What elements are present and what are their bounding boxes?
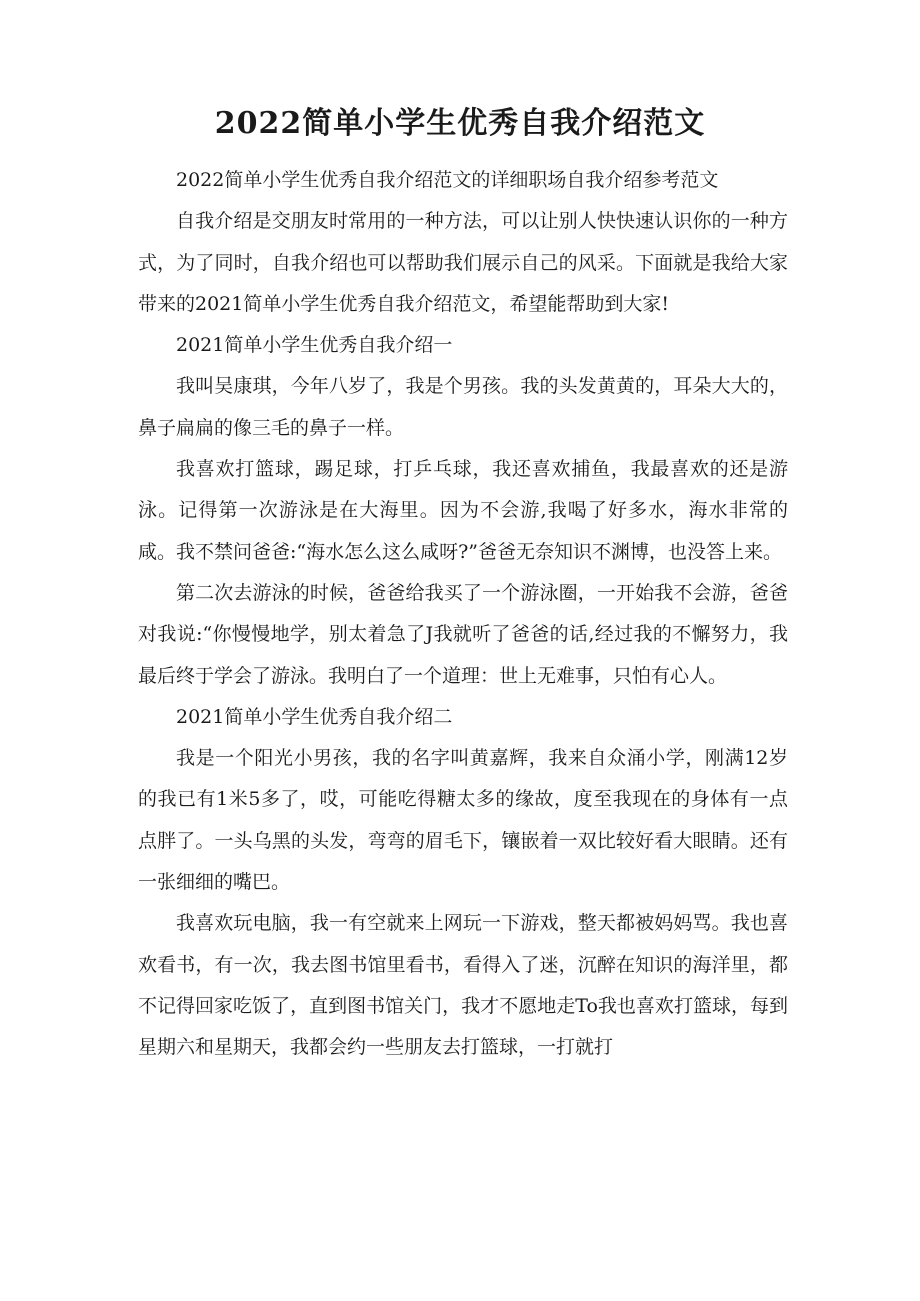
document-title: 2022简单小学生优秀自我介绍范文 xyxy=(214,106,706,141)
paragraph-intro: 自我介绍是交朋友时常用的一种方法，可以让别人快快速认识你的一种方式，为了同时，自我介绍也可以帮助我们展示自己的风采。下面就是我给大家带来的2021简单小学生优秀自我介绍范文，希望能帮助到大家! xyxy=(138,210,788,315)
document-body xyxy=(138,160,788,1069)
paragraph: 我喜欢打篮球，踢足球，打乒乓球，我还喜欢捕鱼，我最喜欢的还是游泳。记得第一次游泳是在大海里。因为不会游,我喝了好多水，海水非常的咸。我不禁问爸爸:“海水怎么这么咸呀?”爸爸无奈知识不渊博，也没答上来。 xyxy=(138,458,788,563)
section-heading-two: 2021简单小学生优秀自我介绍二 xyxy=(176,705,453,728)
paragraph-subtitle: 2022简单小学生优秀自我介绍范文的详细职场自我介绍参考范文 xyxy=(176,169,719,191)
paragraph: 我叫吴康琪，今年八岁了，我是个男孩。我的头发黄黄的，耳朵大大的，鼻子扁扁的像三毛的鼻子一样。 xyxy=(138,375,788,439)
paragraph: 第二次去游泳的时候，爸爸给我买了一个游泳圈，一开始我不会游，爸爸对我说:“你慢慢地学，别太着急了J我就听了爸爸的话,经过我的不懈努力，我最后终于学会了游泳。我明白了一个道理：世上无难事，只怕有心人。 xyxy=(138,581,788,687)
paragraph: 我喜欢玩电脑，我一有空就来上网玩一下游戏，整天都被妈妈骂。我也喜欢看书，有一次，我去图书馆里看书，看得入了迷，沉醉在知识的海洋里，都不记得回家吃饭了，直到图书馆关门，我才不愿地走To我也喜欢打篮球，每到星期六和星期天，我都会约一些朋友去打篮球，一打就打 xyxy=(138,912,788,1059)
paragraph: 我是一个阳光小男孩，我的名字叫黄嘉辉，我来自众涌小学，刚满12岁的我已有1米5多了，哎，可能吃得糖太多的缘故，度至我现在的身体有一点点胖了。一头乌黑的头发，弯弯的眉毛下，镶嵌着一双比较好看大眼睛。还有一张细细的嘴巴。 xyxy=(138,747,788,894)
section-heading-one: 2021简单小学生优秀自我介绍一 xyxy=(176,334,453,357)
